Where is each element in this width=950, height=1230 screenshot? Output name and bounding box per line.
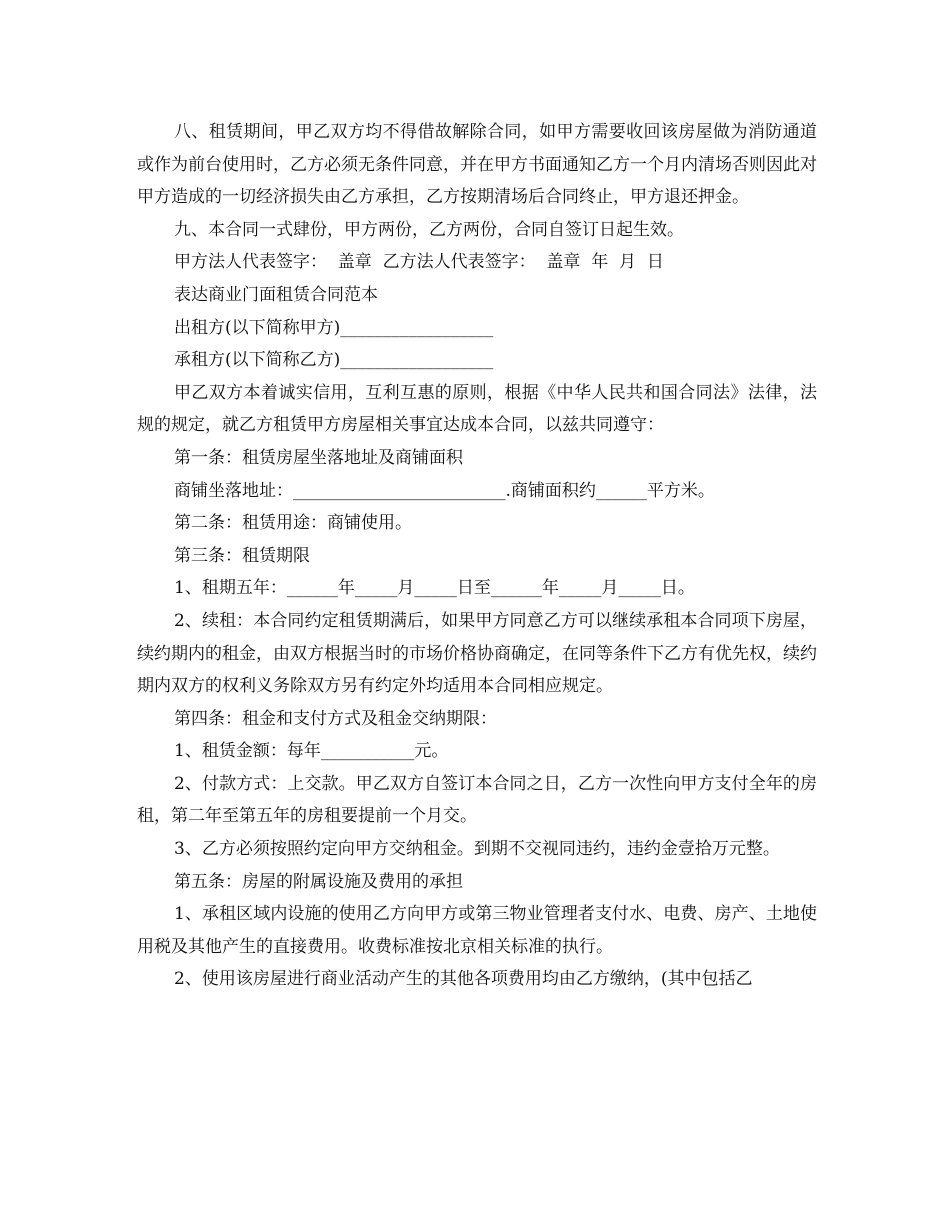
paragraph: 甲乙双方本着诚实信用，互利互惠的原则，根据《中华人民共和国合同法》法律，法规的规定，就乙方租赁甲方房屋相关事宜达成本合同，以兹共同遵守： [137,382,817,436]
paragraph: 2、付款方式：上交款。甲乙双方自签订本合同之日，乙方一次性向甲方支付全年的房租，第二年至第五年的房租要提前一个月交。 [137,773,817,827]
paragraph: 1、租期五年：______年_____月_____日至______年_____月_____日。 [174,578,695,599]
article-heading: 第五条：房屋的附属设施及费用的承担 [174,871,463,892]
signature-line: 甲方法人代表签字： 盖章 乙方法人代表签字： 盖章 年 月 日 [174,252,664,273]
paragraph: 商铺坐落地址：_________________________.商铺面积约______平方米。 [174,480,715,501]
article-heading: 第二条：租赁用途：商铺使用。 [174,513,412,534]
article-heading: 第一条：租赁房屋坐落地址及商铺面积 [174,447,463,468]
section-title: 表达商业门面租赁合同范本 [174,284,378,305]
article-heading: 第四条：租金和支付方式及租金交纳期限： [174,708,497,729]
paragraph: 2、续租：本合同约定租赁期满后，如果甲方同意乙方可以继续承租本合同项下房屋，续约期内的租金，由双方根据当时的市场价格协商确定，在同等条件下乙方有优先权，续约期内双方的权利义务除双方另有约定外均适用本合同相应规定。 [137,610,817,697]
paragraph: 3、乙方必须按照约定向甲方交纳租金。到期不交视同违约，违约金壹拾万元整。 [174,839,780,860]
paragraph: 2、使用该房屋进行商业活动产生的其他各项费用均由乙方缴纳，(其中包括乙 [174,969,753,990]
document-body [137,116,817,996]
article-heading: 第三条：租赁期限 [174,545,310,566]
paragraph: 九、本合同一式肆份，甲方两份，乙方两份，合同自签订日起生效。 [174,219,684,240]
paragraph: 1、租赁金额：每年___________元。 [174,741,449,762]
paragraph: 1、承租区域内设施的使用乙方向甲方或第三物业管理者支付水、电费、房产、土地使用税及其他产生的直接费用。收费标准按北京相关标准的执行。 [137,904,817,957]
lessor-line: 出租方(以下简称甲方)__________________ [174,317,494,338]
lessee-line: 承租方(以下简称乙方)__________________ [174,350,494,371]
paragraph: 八、租赁期间，甲乙双方均不得借故解除合同，如甲方需要收回该房屋做为消防通道或作为前台使用时，乙方必须无条件同意，并在甲方书面通知乙方一个月内清场否则因此对甲方造成的一切经济损失由乙方承担，乙方按期清场后合同终止，甲方退还押金。 [137,122,817,208]
